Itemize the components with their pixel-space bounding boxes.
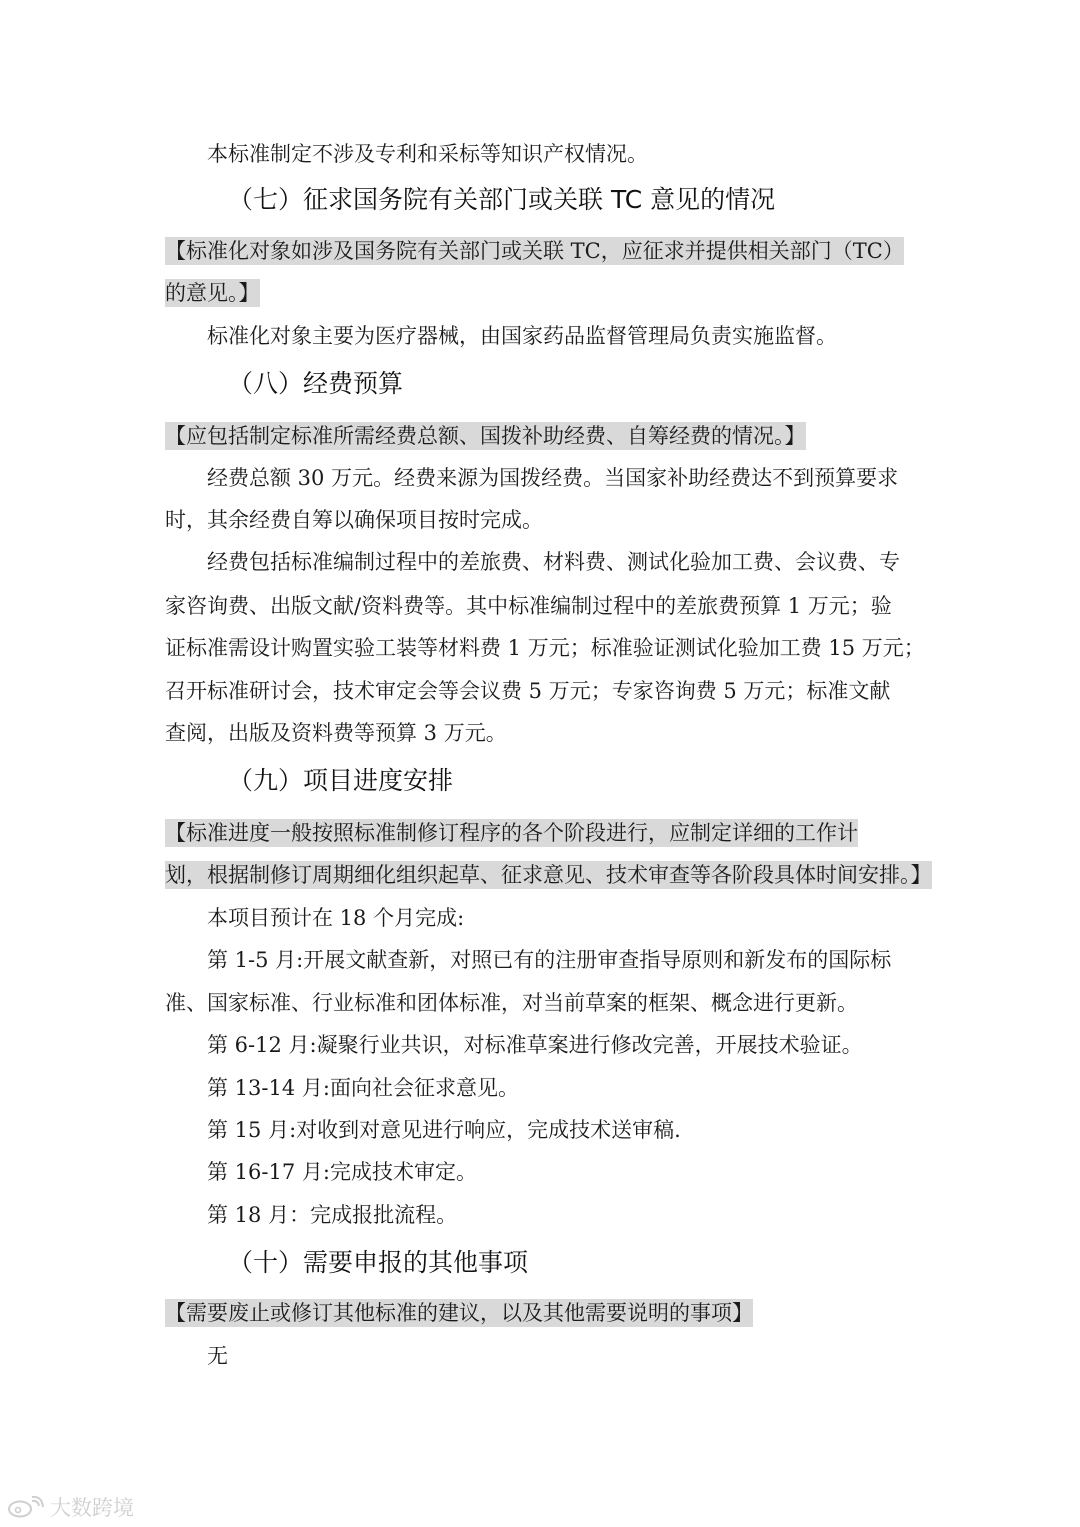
note-highlight: 【应包括制定标准所需经费总额、国拨补助经费、自筹经费的情况。】 — [165, 424, 806, 448]
section-heading-7: （七）征求国务院有关部门或关联 TC 意见的情况 — [228, 185, 776, 214]
paragraph-10: 无 — [207, 1344, 228, 1368]
note-highlight: 【标准化对象如涉及国务院有关部门或关联 TC，应征求并提供相关部门（TC） — [165, 239, 904, 263]
paragraph-9g: 第 18 月：完成报批流程。 — [207, 1203, 458, 1227]
note-highlight: 的意见。】 — [165, 281, 260, 305]
note-9-line-1 — [165, 817, 925, 849]
note-highlight: 【标准进度一般按照标准制修订程序的各个阶段进行，应制定详细的工作计 — [165, 821, 858, 845]
note-8 — [165, 420, 925, 452]
paragraph-9d: 第 13-14 月:面向社会征求意见。 — [207, 1076, 519, 1100]
note-9-line-2 — [165, 859, 932, 891]
paragraph-9a: 本项目预计在 18 个月完成: — [207, 906, 465, 930]
paragraph-8b-line-4: 召开标准研讨会，技术审定会等会议费 5 万元；专家咨询费 5 万元；标准文献 — [165, 679, 891, 703]
paragraph-9f: 第 16-17 月:完成技术审定。 — [207, 1160, 477, 1184]
paragraph-8b-line-2: 家咨询费、出版文献/资料费等。其中标准编制过程中的差旅费预算 1 万元；验 — [165, 594, 892, 618]
paragraph-9e: 第 15 月:对收到对意见进行响应，完成技术送审稿. — [207, 1118, 681, 1142]
note-highlight: 划，根据制修订周期细化组织起草、征求意见、技术审查等各阶段具体时间安排。】 — [165, 863, 932, 887]
note-highlight: 【需要废止或修订其他标准的建议，以及其他需要说明的事项】 — [165, 1301, 753, 1325]
section-heading-9: （九）项目进度安排 — [228, 766, 454, 795]
note-7-line-1 — [165, 235, 925, 267]
paragraph-8b-line-5: 查阅，出版及资料费等预算 3 万元。 — [165, 721, 507, 745]
paragraph-8a-line-2: 时，其余经费自筹以确保项目按时完成。 — [165, 508, 543, 532]
weibo-logo-icon — [6, 1496, 44, 1518]
section-heading-8: （八）经费预算 — [228, 369, 404, 398]
watermark — [6, 1492, 134, 1522]
paragraph-ip: 本标准制定不涉及专利和采标等知识产权情况。 — [207, 142, 648, 166]
paragraph-9b-line-1: 第 1-5 月:开展文献查新，对照已有的注册审查指导原则和新发布的国际标 — [207, 948, 892, 972]
section-heading-10: （十）需要申报的其他事项 — [228, 1248, 529, 1277]
paragraph-8a-line-1: 经费总额 30 万元。经费来源为国拨经费。当国家补助经费达不到预算要求 — [207, 466, 899, 490]
paragraph-7: 标准化对象主要为医疗器械，由国家药品监督管理局负责实施监督。 — [207, 324, 837, 348]
paragraph-9b-line-2: 准、国家标准、行业标准和团体标准，对当前草案的框架、概念进行更新。 — [165, 991, 858, 1015]
watermark-text: 大数跨境 — [50, 1496, 134, 1520]
paragraph-9c: 第 6-12 月:凝聚行业共识，对标准草案进行修改完善，开展技术验证。 — [207, 1033, 863, 1057]
paragraph-8b-line-3: 证标准需设计购置实验工装等材料费 1 万元；标准验证测试化验加工费 15 万元； — [165, 636, 925, 660]
note-10 — [165, 1297, 925, 1329]
note-7-line-2 — [165, 277, 925, 309]
paragraph-8b-line-1: 经费包括标准编制过程中的差旅费、材料费、测试化验加工费、会议费、专 — [207, 550, 900, 574]
